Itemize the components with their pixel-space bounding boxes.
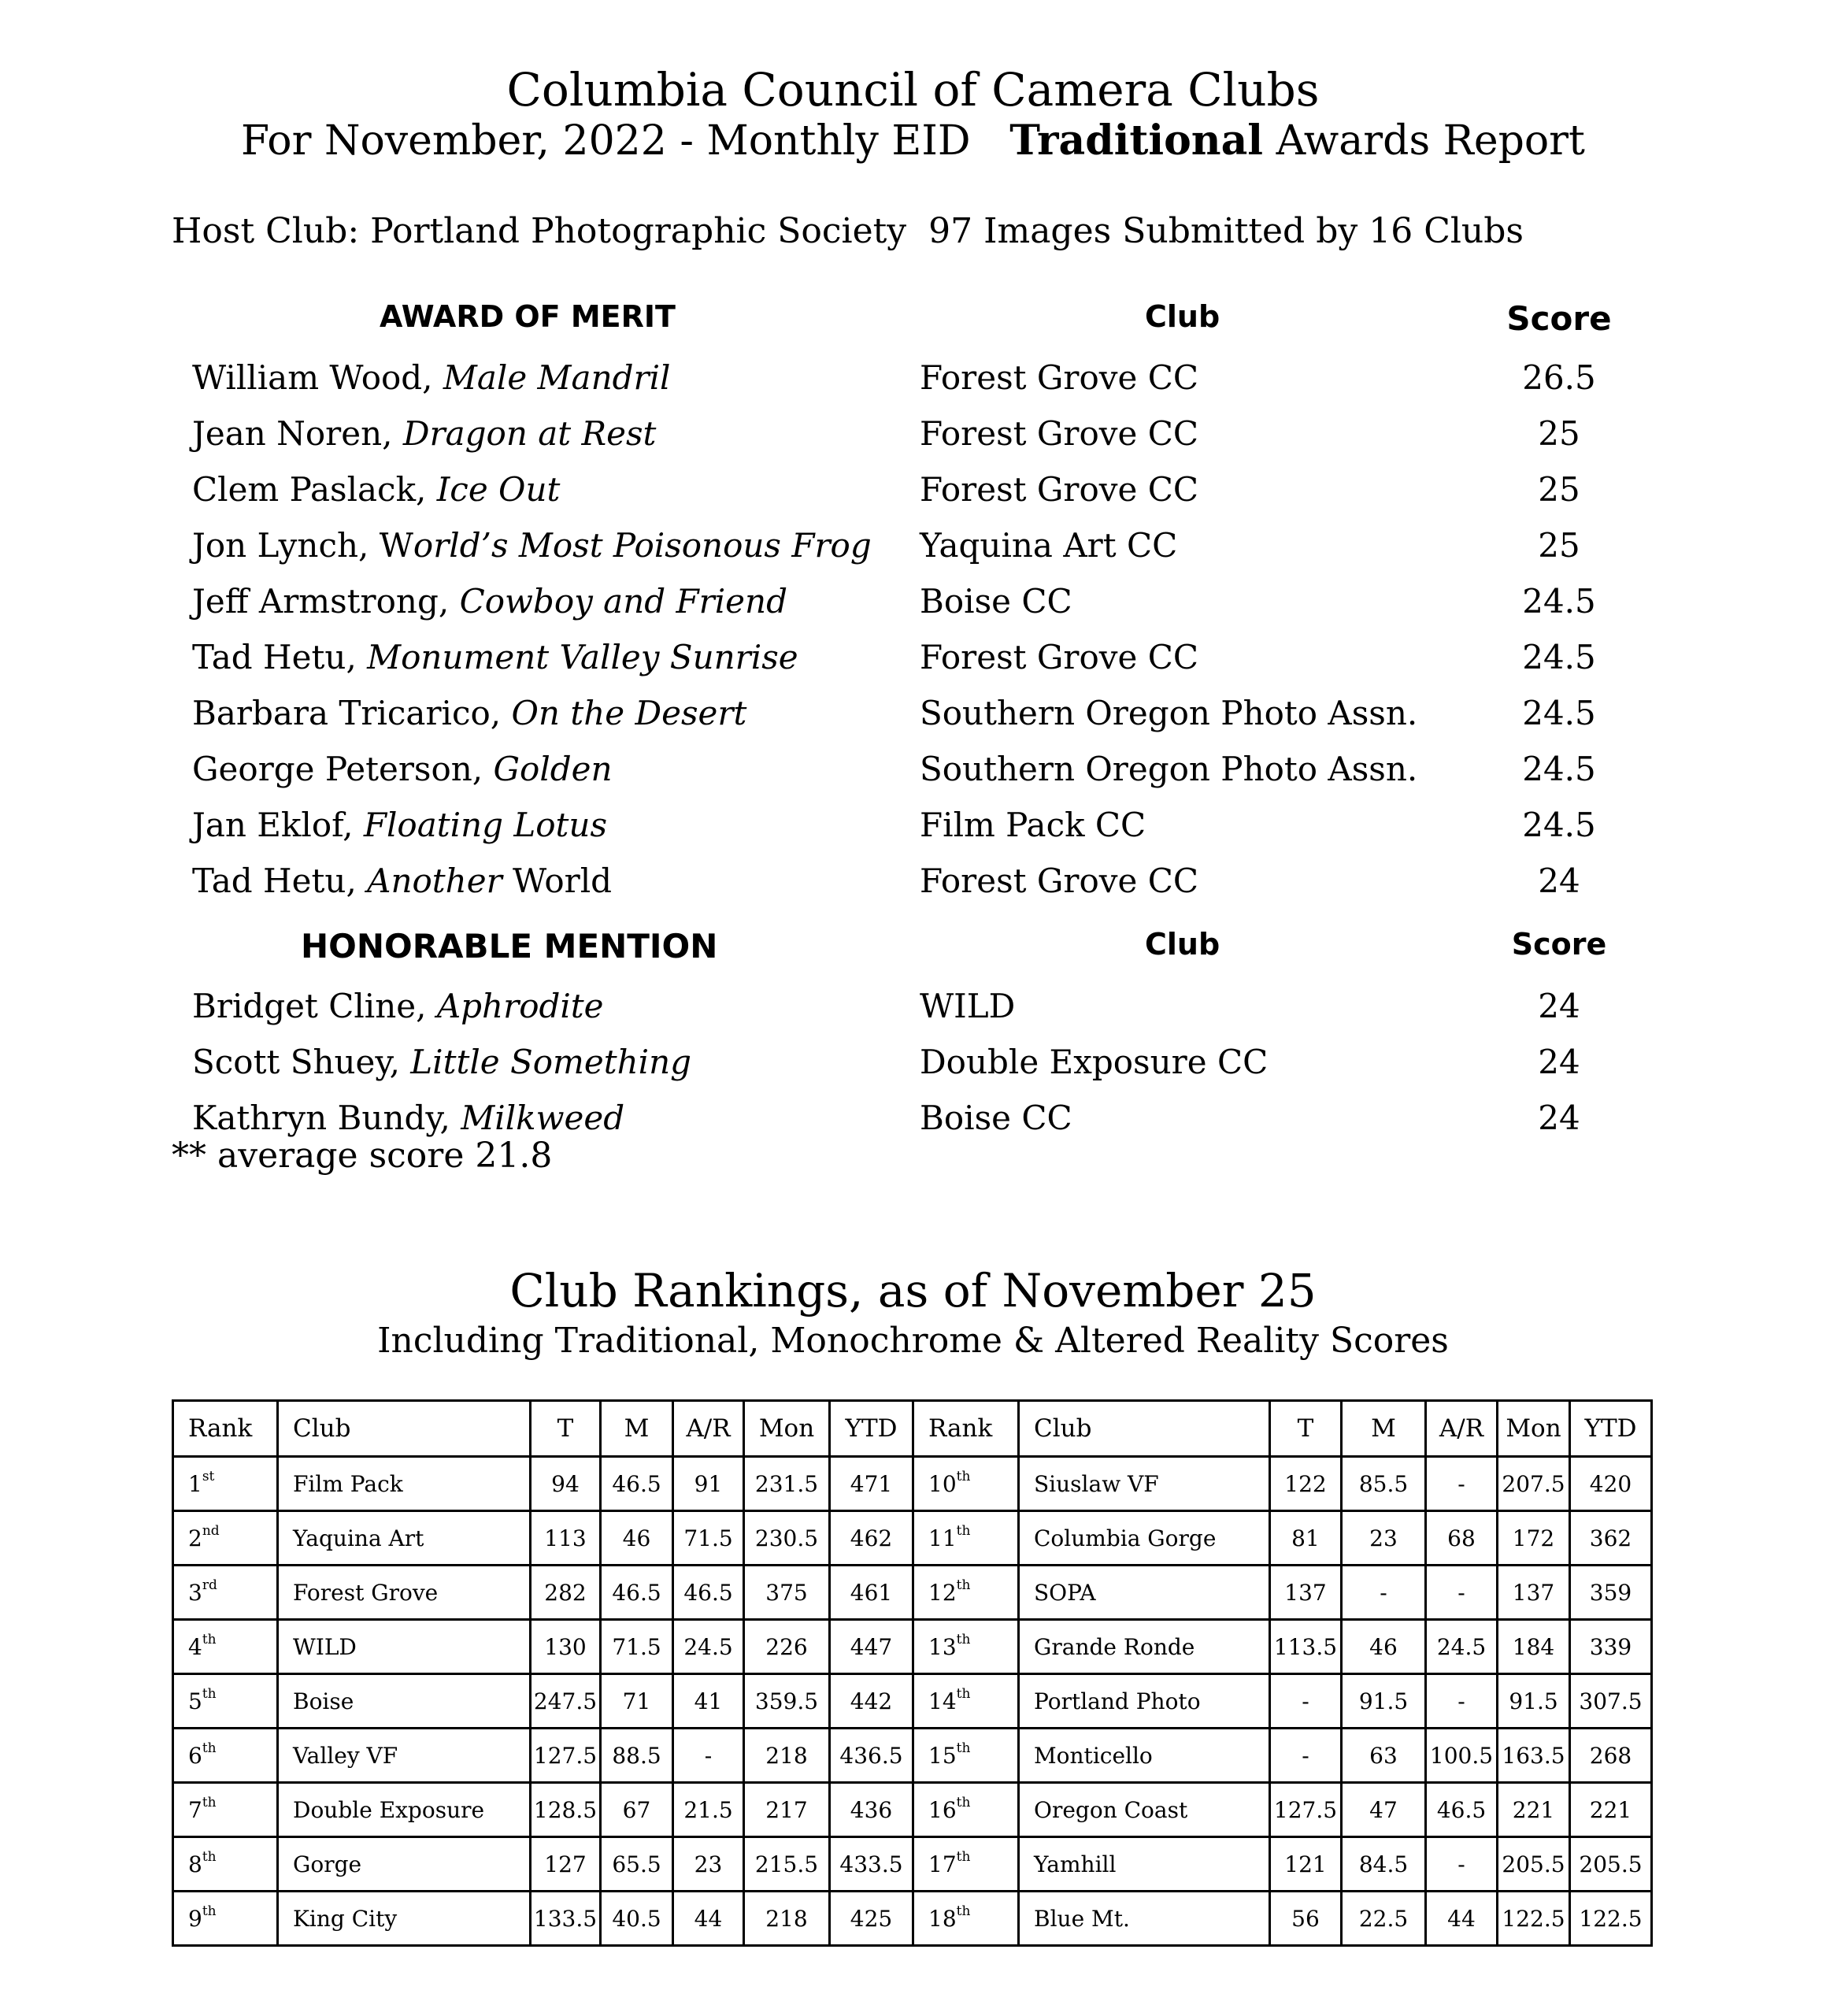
club-name: Forest Grove CC	[920, 414, 1198, 453]
rank-suffix: th	[956, 1903, 971, 1919]
m-cell: 23	[1342, 1511, 1426, 1566]
club-cell: Portland Photo	[1019, 1674, 1270, 1729]
table-row	[173, 1457, 1652, 1511]
column-header: A/R	[673, 1401, 744, 1457]
merit-club-heading: Club	[1145, 299, 1220, 334]
image-title: On the Desert	[511, 694, 747, 732]
host-club-line: Host Club: Portland Photographic Society 97 Images Submitted by 16 Clubs	[172, 211, 1524, 251]
table-header-row	[173, 1401, 1652, 1457]
t-cell: 128.5	[531, 1783, 601, 1837]
ytd-cell: 433.5	[830, 1837, 913, 1892]
ar-cell: 44	[1426, 1892, 1498, 1946]
photographer-name: William Wood,	[192, 358, 443, 397]
score-value: 24	[1538, 987, 1580, 1025]
image-title: Male Mandril	[443, 358, 671, 397]
rank-number: 9	[188, 1905, 202, 1932]
rankings-subtitle: Including Traditional, Monochrome & Altered Reality Scores	[377, 1321, 1449, 1361]
column-header: Mon	[744, 1401, 830, 1457]
t-cell: 56	[1270, 1892, 1342, 1946]
image-title: Monument Valley Sunrise	[367, 638, 798, 676]
t-cell: 127	[531, 1837, 601, 1892]
club-name: Boise CC	[920, 1099, 1072, 1137]
column-header: T	[531, 1401, 601, 1457]
m-cell: 46	[1342, 1620, 1426, 1674]
club-cell: Columbia Gorge	[1019, 1511, 1270, 1566]
m-cell: 71	[601, 1674, 673, 1729]
table-row	[173, 1674, 1652, 1729]
image-title-tail: World	[502, 862, 613, 900]
rank-number: 5	[188, 1688, 202, 1714]
rank-cell	[173, 1457, 278, 1511]
image-title: Golden	[493, 750, 613, 788]
entry-text	[192, 806, 607, 844]
club-name: Southern Oregon Photo Assn.	[920, 750, 1418, 788]
club-name: Boise CC	[920, 582, 1072, 621]
entry-text	[192, 582, 787, 621]
m-cell: 40.5	[601, 1892, 673, 1946]
rank-number: 1	[188, 1470, 202, 1497]
photographer-name: Clem Paslack,	[192, 470, 437, 509]
photographer-name: Jon Lynch, W	[192, 526, 413, 565]
mon-cell: 226	[744, 1620, 830, 1674]
mon-cell: 172	[1498, 1511, 1570, 1566]
m-cell: 71.5	[601, 1620, 673, 1674]
table-row	[173, 1837, 1652, 1892]
rank-suffix: st	[202, 1468, 215, 1484]
ytd-cell: 461	[830, 1566, 913, 1620]
ar-cell: 21.5	[673, 1783, 744, 1837]
entry-text	[192, 694, 746, 732]
m-cell: 65.5	[601, 1837, 673, 1892]
ytd-cell: 425	[830, 1892, 913, 1946]
ytd-cell: 362	[1570, 1511, 1652, 1566]
rank-number: 6	[188, 1742, 202, 1769]
image-title: Milkweed	[461, 1099, 625, 1137]
club-cell: Valley VF	[278, 1729, 531, 1783]
mon-cell: 217	[744, 1783, 830, 1837]
rank-cell	[173, 1783, 278, 1837]
rank-suffix: th	[202, 1903, 217, 1919]
photographer-name: Kathryn Bundy,	[192, 1099, 461, 1137]
column-header: Mon	[1498, 1401, 1570, 1457]
ar-cell: 23	[673, 1837, 744, 1892]
column-header: A/R	[1426, 1401, 1498, 1457]
m-cell: 46.5	[601, 1457, 673, 1511]
ytd-cell: 205.5	[1570, 1837, 1652, 1892]
ytd-cell: 221	[1570, 1783, 1652, 1837]
image-title: Ice Out	[436, 470, 561, 509]
entry-text	[192, 638, 798, 676]
rank-suffix: th	[202, 1794, 217, 1810]
m-cell: 91.5	[1342, 1674, 1426, 1729]
rank-suffix: th	[956, 1794, 971, 1810]
photographer-name: Bridget Cline,	[192, 987, 437, 1025]
subtitle-prefix: For November, 2022 - Monthly EID	[241, 117, 971, 165]
score-value: 25	[1538, 470, 1580, 509]
ar-cell: 41	[673, 1674, 744, 1729]
rank-number: 15	[928, 1742, 957, 1769]
report-subtitle	[0, 117, 1826, 165]
rank-suffix: th	[956, 1577, 971, 1593]
mon-cell: 230.5	[744, 1511, 830, 1566]
table-row	[173, 1783, 1652, 1837]
image-title: Little Something	[410, 1043, 692, 1081]
report-title: Columbia Council of Camera Clubs	[506, 63, 1320, 117]
club-cell: Film Pack	[278, 1457, 531, 1511]
m-cell: 88.5	[601, 1729, 673, 1783]
t-cell: 121	[1270, 1837, 1342, 1892]
ar-cell: 71.5	[673, 1511, 744, 1566]
ar-cell: 100.5	[1426, 1729, 1498, 1783]
rank-number: 3	[188, 1579, 202, 1606]
club-name: Forest Grove CC	[920, 358, 1198, 397]
honorable-entry-row	[0, 987, 1826, 1034]
ar-cell: 68	[1426, 1511, 1498, 1566]
merit-entry-row	[0, 582, 1826, 629]
t-cell: 122	[1270, 1457, 1342, 1511]
rank-number: 4	[188, 1633, 202, 1660]
mon-cell: 221	[1498, 1783, 1570, 1837]
average-score-note: ** average score 21.8	[172, 1136, 553, 1176]
rank-number: 11	[928, 1525, 957, 1551]
t-cell: 127.5	[531, 1729, 601, 1783]
score-value: 26.5	[1522, 358, 1596, 397]
mon-cell: 163.5	[1498, 1729, 1570, 1783]
ytd-cell: 471	[830, 1457, 913, 1511]
score-value: 24.5	[1522, 750, 1596, 788]
score-value: 24.5	[1522, 806, 1596, 844]
rank-cell	[913, 1457, 1019, 1511]
ar-cell: 24.5	[673, 1620, 744, 1674]
m-cell: 67	[601, 1783, 673, 1837]
m-cell: -	[1342, 1566, 1426, 1620]
rank-suffix: th	[202, 1631, 217, 1647]
table-row	[173, 1511, 1652, 1566]
rank-cell	[913, 1783, 1019, 1837]
club-cell: Siuslaw VF	[1019, 1457, 1270, 1511]
club-cell: Boise	[278, 1674, 531, 1729]
rank-cell	[913, 1837, 1019, 1892]
table-row	[173, 1729, 1652, 1783]
entry-text	[192, 470, 560, 509]
club-name: Yaquina Art CC	[920, 526, 1178, 565]
table-row	[173, 1892, 1652, 1946]
photographer-name: George Peterson,	[192, 750, 494, 788]
merit-entry-row	[0, 638, 1826, 685]
merit-entry-row	[0, 470, 1826, 517]
club-cell: Forest Grove	[278, 1566, 531, 1620]
mon-cell: 215.5	[744, 1837, 830, 1892]
club-cell: Yamhill	[1019, 1837, 1270, 1892]
merit-entry-row	[0, 862, 1826, 909]
rank-cell	[173, 1837, 278, 1892]
rank-suffix: th	[956, 1468, 971, 1484]
image-title: Another	[367, 862, 502, 900]
ytd-cell: 436	[830, 1783, 913, 1837]
club-cell: Double Exposure	[278, 1783, 531, 1837]
ytd-cell: 442	[830, 1674, 913, 1729]
ar-cell: -	[1426, 1457, 1498, 1511]
table-row	[173, 1566, 1652, 1620]
t-cell: -	[1270, 1729, 1342, 1783]
rank-suffix: th	[956, 1740, 971, 1756]
photographer-name: Jean Noren,	[192, 414, 403, 453]
entry-text	[192, 358, 670, 397]
column-header: M	[601, 1401, 673, 1457]
column-header: Club	[1019, 1401, 1270, 1457]
entry-text	[192, 862, 612, 900]
rank-suffix: th	[202, 1740, 217, 1756]
column-header: Club	[278, 1401, 531, 1457]
score-value: 24.5	[1522, 582, 1596, 621]
t-cell: 282	[531, 1566, 601, 1620]
rank-number: 12	[928, 1579, 957, 1606]
score-value: 24	[1538, 862, 1580, 900]
club-cell: King City	[278, 1892, 531, 1946]
ar-cell: 91	[673, 1457, 744, 1511]
honorable-entry-row	[0, 1043, 1826, 1090]
club-cell: Grande Ronde	[1019, 1620, 1270, 1674]
photographer-name: Jan Eklof,	[192, 806, 364, 844]
club-cell: Oregon Coast	[1019, 1783, 1270, 1837]
entry-text	[192, 750, 613, 788]
ytd-cell: 359	[1570, 1566, 1652, 1620]
ar-cell: 46.5	[1426, 1783, 1498, 1837]
column-header: M	[1342, 1401, 1426, 1457]
rank-number: 17	[928, 1851, 957, 1877]
merit-entry-row	[0, 806, 1826, 853]
column-header: Rank	[173, 1401, 278, 1457]
photographer-name: Barbara Tricarico,	[192, 694, 512, 732]
merit-entry-row	[0, 358, 1826, 406]
ytd-cell: 436.5	[830, 1729, 913, 1783]
mon-cell: 218	[744, 1892, 830, 1946]
m-cell: 22.5	[1342, 1892, 1426, 1946]
rank-number: 13	[928, 1633, 957, 1660]
club-cell: Blue Mt.	[1019, 1892, 1270, 1946]
column-header: YTD	[1570, 1401, 1652, 1457]
rankings-title: Club Rankings, as of November 25	[509, 1264, 1317, 1317]
club-name: Double Exposure CC	[920, 1043, 1269, 1081]
m-cell: 46	[601, 1511, 673, 1566]
mon-cell: 359.5	[744, 1674, 830, 1729]
merit-score-heading: Score	[1506, 299, 1612, 338]
rank-number: 8	[188, 1851, 202, 1877]
photographer-name: Tad Hetu,	[192, 638, 368, 676]
image-title: Cowboy and Friend	[459, 582, 787, 621]
t-cell: 127.5	[1270, 1783, 1342, 1837]
rank-suffix: th	[956, 1631, 971, 1647]
subtitle-category: Traditional	[1009, 117, 1264, 165]
honorable-club-heading: Club	[1145, 927, 1220, 962]
m-cell: 63	[1342, 1729, 1426, 1783]
ar-cell: 44	[673, 1892, 744, 1946]
image-title: orld’s Most Poisonous Frog	[413, 526, 872, 565]
mon-cell: 218	[744, 1729, 830, 1783]
mon-cell: 137	[1498, 1566, 1570, 1620]
mon-cell: 231.5	[744, 1457, 830, 1511]
mon-cell: 205.5	[1498, 1837, 1570, 1892]
club-cell: SOPA	[1019, 1566, 1270, 1620]
merit-entry-row	[0, 750, 1826, 797]
ar-cell: 24.5	[1426, 1620, 1498, 1674]
mon-cell: 184	[1498, 1620, 1570, 1674]
column-header: YTD	[830, 1401, 913, 1457]
rank-suffix: th	[202, 1848, 217, 1865]
score-value: 25	[1538, 414, 1580, 453]
club-name: Forest Grove CC	[920, 638, 1198, 676]
club-name: Southern Oregon Photo Assn.	[920, 694, 1418, 732]
rank-cell	[913, 1892, 1019, 1946]
club-cell: WILD	[278, 1620, 531, 1674]
rank-number: 2	[188, 1525, 202, 1551]
club-cell: Gorge	[278, 1837, 531, 1892]
rank-suffix: rd	[202, 1577, 217, 1593]
club-cell: Monticello	[1019, 1729, 1270, 1783]
rank-cell	[913, 1620, 1019, 1674]
subtitle-suffix: Awards Report	[1276, 117, 1585, 165]
club-name: Forest Grove CC	[920, 470, 1198, 509]
ytd-cell: 307.5	[1570, 1674, 1652, 1729]
m-cell: 85.5	[1342, 1457, 1426, 1511]
merit-entry-row	[0, 694, 1826, 741]
ar-cell: -	[673, 1729, 744, 1783]
rank-cell	[913, 1729, 1019, 1783]
ar-cell: -	[1426, 1566, 1498, 1620]
score-value: 25	[1538, 526, 1580, 565]
rank-cell	[173, 1892, 278, 1946]
merit-entry-row	[0, 414, 1826, 461]
rank-suffix: th	[956, 1848, 971, 1865]
column-header: T	[1270, 1401, 1342, 1457]
score-value: 24.5	[1522, 694, 1596, 732]
t-cell: 113	[531, 1511, 601, 1566]
t-cell: 94	[531, 1457, 601, 1511]
t-cell: 113.5	[1270, 1620, 1342, 1674]
ytd-cell: 447	[830, 1620, 913, 1674]
t-cell: 133.5	[531, 1892, 601, 1946]
ytd-cell: 420	[1570, 1457, 1652, 1511]
entry-text	[192, 526, 872, 565]
image-title: Floating Lotus	[363, 806, 608, 844]
image-title: Dragon at Rest	[402, 414, 657, 453]
rank-number: 16	[928, 1796, 957, 1823]
rank-cell	[913, 1566, 1019, 1620]
photographer-name: Scott Shuey,	[192, 1043, 411, 1081]
rank-cell	[173, 1674, 278, 1729]
m-cell: 84.5	[1342, 1837, 1426, 1892]
entry-text	[192, 987, 604, 1025]
t-cell: 81	[1270, 1511, 1342, 1566]
ytd-cell: 122.5	[1570, 1892, 1652, 1946]
mon-cell: 207.5	[1498, 1457, 1570, 1511]
rank-suffix: nd	[202, 1522, 220, 1539]
rank-cell	[173, 1511, 278, 1566]
rank-number: 18	[928, 1905, 957, 1932]
ytd-cell: 462	[830, 1511, 913, 1566]
image-title: Aphrodite	[436, 987, 604, 1025]
merit-heading: AWARD OF MERIT	[380, 299, 676, 334]
rank-suffix: th	[956, 1522, 971, 1539]
club-name: Forest Grove CC	[920, 862, 1198, 900]
t-cell: 137	[1270, 1566, 1342, 1620]
t-cell: 247.5	[531, 1674, 601, 1729]
club-name: WILD	[920, 987, 1016, 1025]
column-header: Rank	[913, 1401, 1019, 1457]
mon-cell: 122.5	[1498, 1892, 1570, 1946]
table-body	[173, 1457, 1652, 1946]
entry-text	[192, 414, 656, 453]
club-rankings-table	[172, 1399, 1653, 1947]
rank-cell	[173, 1729, 278, 1783]
ar-cell: 46.5	[673, 1566, 744, 1620]
honorable-score-heading: Score	[1511, 927, 1607, 962]
photographer-name: Jeff Armstrong,	[192, 582, 460, 621]
table-row	[173, 1620, 1652, 1674]
club-cell: Yaquina Art	[278, 1511, 531, 1566]
rank-cell	[173, 1566, 278, 1620]
entry-text	[192, 1099, 624, 1137]
ar-cell: -	[1426, 1837, 1498, 1892]
ytd-cell: 339	[1570, 1620, 1652, 1674]
score-value: 24.5	[1522, 638, 1596, 676]
merit-entry-row	[0, 526, 1826, 573]
entry-text	[192, 1043, 691, 1081]
m-cell: 46.5	[601, 1566, 673, 1620]
t-cell: -	[1270, 1674, 1342, 1729]
rank-number: 14	[928, 1688, 957, 1714]
t-cell: 130	[531, 1620, 601, 1674]
ar-cell: -	[1426, 1674, 1498, 1729]
rank-suffix: th	[202, 1685, 217, 1702]
rank-cell	[173, 1620, 278, 1674]
photographer-name: Tad Hetu,	[192, 862, 368, 900]
rank-suffix: th	[956, 1685, 971, 1702]
m-cell: 47	[1342, 1783, 1426, 1837]
mon-cell: 91.5	[1498, 1674, 1570, 1729]
rank-number: 10	[928, 1470, 957, 1497]
club-name: Film Pack CC	[920, 806, 1146, 844]
ytd-cell: 268	[1570, 1729, 1652, 1783]
score-value: 24	[1538, 1099, 1580, 1137]
rank-cell	[913, 1511, 1019, 1566]
rank-number: 7	[188, 1796, 202, 1823]
score-value: 24	[1538, 1043, 1580, 1081]
rank-cell	[913, 1674, 1019, 1729]
honorable-heading: HONORABLE MENTION	[301, 927, 718, 965]
mon-cell: 375	[744, 1566, 830, 1620]
